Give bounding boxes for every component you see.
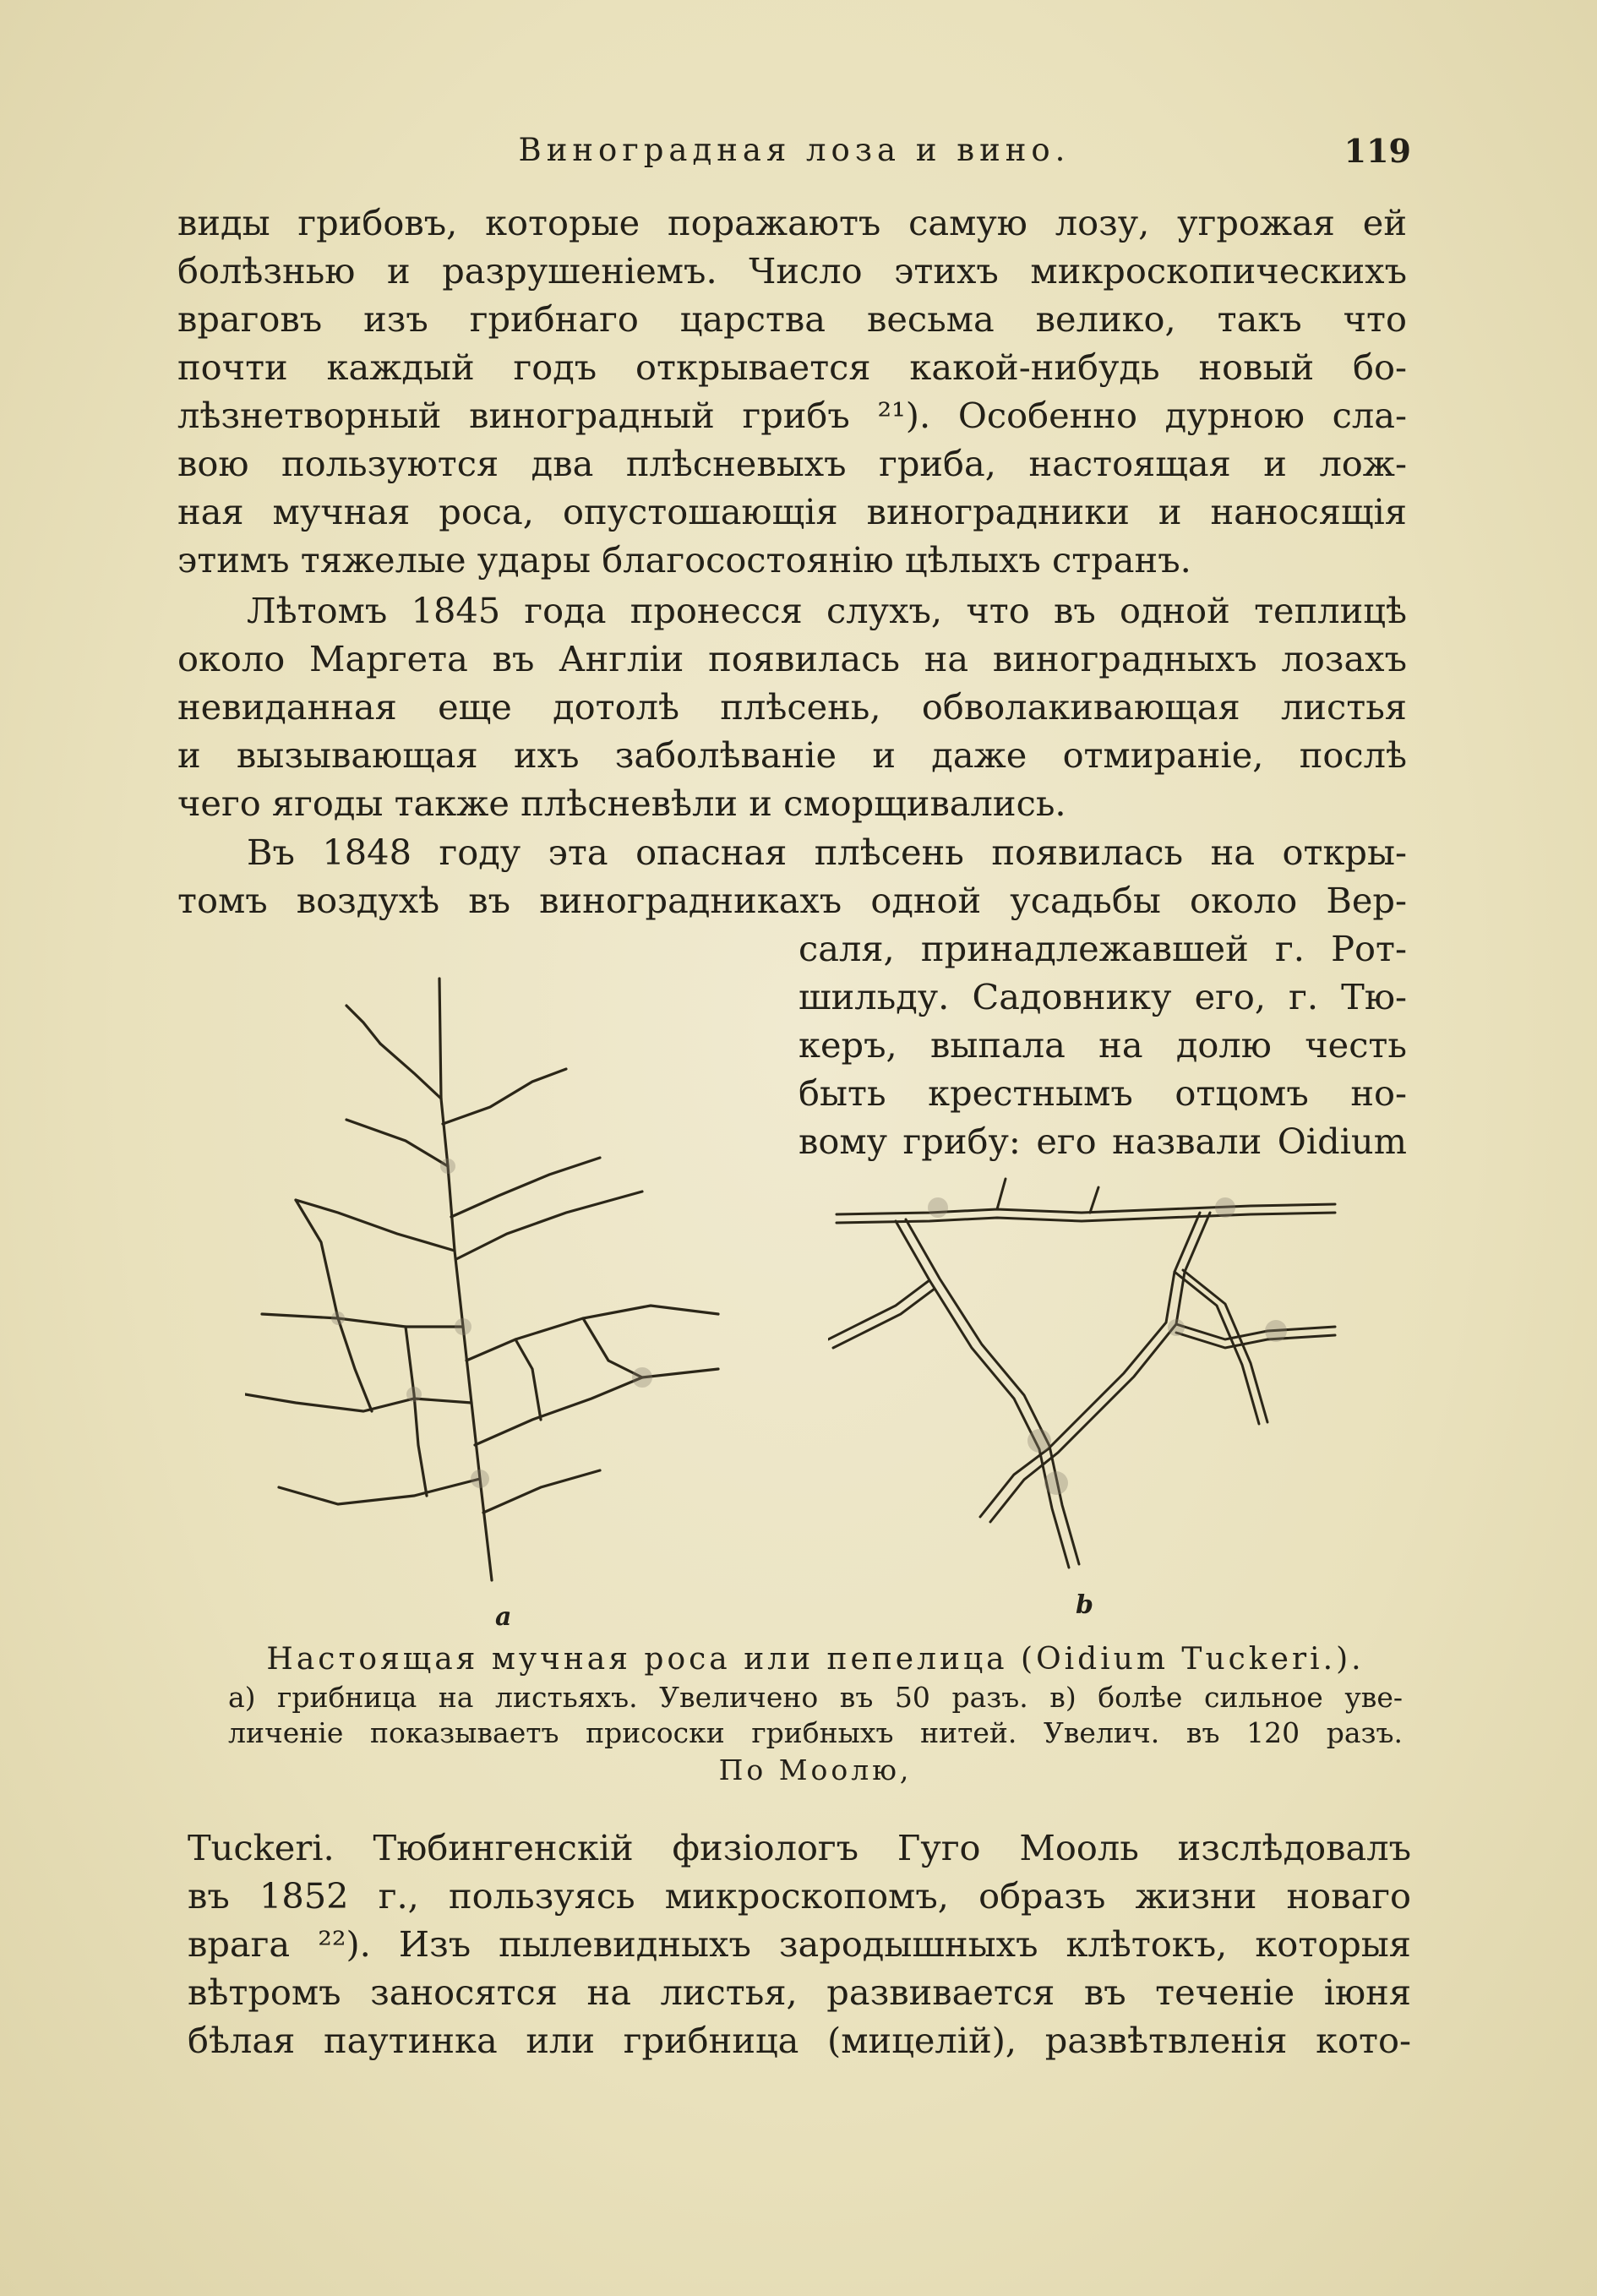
text-line: Лѣтомъ 1845 года пронесся слухъ, что въ одной теплицѣ [247, 590, 1407, 631]
caption-line: личеніе показываетъ присоски грибныхъ нитей. Увелич. въ 120 разъ. [228, 1716, 1403, 1749]
paragraph-1 [177, 199, 1407, 584]
figure-a-mycelium-illustration [245, 972, 735, 1597]
caption-line: а) грибница на листьяхъ. Увеличено въ 50 разъ. в) болѣе сильное уве- [228, 1681, 1403, 1714]
text-line: томъ воздухѣ въ виноградникахъ одной усадьбы около Вер- [177, 880, 1407, 921]
text-line: этимъ тяжелые удары благосостоянію цѣлыхъ странъ. [177, 539, 1191, 581]
text-line: бѣлая паутинка или грибница (мицелій), развѣтвленія кото- [188, 2020, 1411, 2061]
page-number: 119 [1344, 132, 1411, 170]
text-line: вою пользуются два плѣсневыхъ гриба, настоящая и лож- [177, 443, 1407, 484]
text-line: вѣтромъ заносятся на листья, развивается въ теченіе іюня [188, 1972, 1411, 2013]
text-line: болѣзнью и разрушеніемъ. Число этихъ микроскопическихъ [177, 250, 1407, 292]
figure-caption [228, 1639, 1403, 1790]
text-line: Tuckeri. Тюбингенскій физіологъ Гуго Мооль изслѣдовалъ [188, 1827, 1411, 1868]
caption-title: Настоящая мучная роса или пепелица (Oidium Tuckeri.). [266, 1642, 1365, 1677]
text-line: около Маргета въ Англіи появилась на виноградныхъ лозахъ [177, 638, 1407, 679]
text-line: и вызывающая ихъ заболѣваніе и даже отмираніе, послѣ [177, 734, 1407, 776]
text-line: быть крестнымъ отцомъ но- [798, 1072, 1407, 1114]
text-line: въ 1852 г., пользуясь микроскопомъ, образъ жизни новаго [188, 1875, 1411, 1917]
text-line: невиданная еще дотолѣ плѣсень, обволакивающая листья [177, 686, 1407, 728]
text-line: шильду. Садовнику его, г. Тю- [798, 976, 1407, 1017]
caption-credit: По Моолю, [718, 1753, 913, 1786]
text-line: ная мучная роса, опустошающія виноградники и наносящія [177, 491, 1407, 532]
paragraph-3 [177, 828, 1407, 924]
figure-b-hyphae-illustration [828, 1170, 1352, 1576]
paragraph-2 [177, 586, 1407, 827]
paragraph-3-column [798, 924, 1407, 1165]
text-line: лѣзнетворный виноградный грибъ ²¹). Особенно дурною сла- [177, 395, 1407, 436]
text-line: чего ягоды также плѣсневѣли и сморщивались. [177, 783, 1066, 824]
text-line: керъ, выпала на долю честь [798, 1024, 1407, 1066]
text-line: Въ 1848 году эта опасная плѣсень появилась на откры- [247, 832, 1407, 873]
paragraph-4 [188, 1824, 1411, 2064]
figure-a-label: a [495, 1602, 512, 1632]
text-line: виды грибовъ, которые поражаютъ самую лозу, угрожая ей [177, 202, 1407, 243]
text-line: почти каждый годъ открывается какой-нибудь новый бо- [177, 346, 1407, 388]
text-line: вому грибу: его назвали Oidium [798, 1121, 1407, 1162]
text-line: саля, принадлежавшей г. Рот- [798, 928, 1407, 969]
running-head [177, 128, 1411, 179]
text-line: врага ²²). Изъ пылевидныхъ зародышныхъ клѣтокъ, которыя [188, 1923, 1411, 1965]
figure-b-label: b [1076, 1590, 1093, 1620]
running-title: Виноградная лоза и вино. [518, 132, 1071, 168]
text-line: враговъ изъ грибнаго царства весьма велико, такъ что [177, 298, 1407, 340]
